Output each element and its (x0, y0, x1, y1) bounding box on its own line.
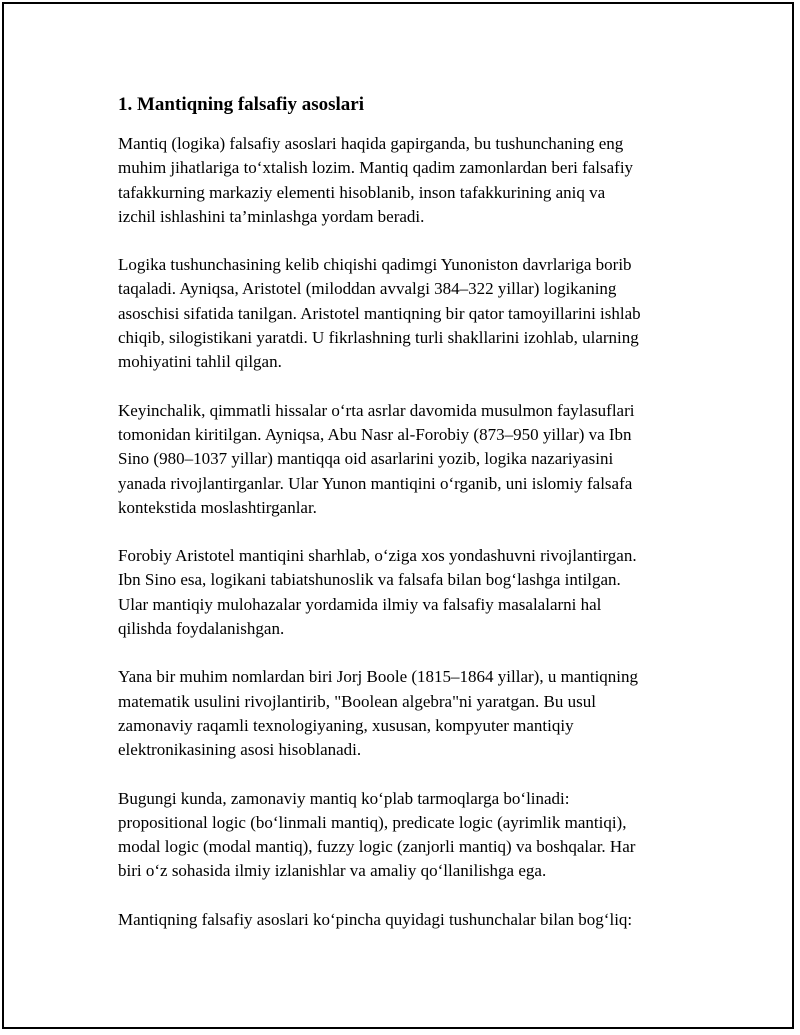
text-line: modal logic (modal mantiq), fuzzy logic (zanjorli mantiq) va boshqalar. Har (118, 837, 636, 857)
text-line: qilishda foydalanishgan. (118, 619, 285, 639)
document-body (118, 92, 718, 956)
paragraph (118, 544, 718, 641)
text-line: yanada rivojlantirganlar. Ular Yunon mantiqini o‘rganib, uni islomiy falsafa (118, 473, 633, 493)
text-line: Bugungi kunda, zamonaviy mantiq ko‘plab tarmoqlarga bo‘linadi: (118, 788, 570, 808)
text-line: Mantiqning falsafiy asoslari ko‘pincha quyidagi tushunchalar bilan bog‘liq: (118, 909, 633, 929)
text-line: taqaladi. Ayniqsa, Aristotel (miloddan avvalgi 384–322 yillar) logikaning (118, 279, 617, 299)
text-line: muhim jihatlariga to‘xtalish lozim. Mantiq qadim zamonlardan beri falsafiy (118, 158, 634, 178)
text-line: Yana bir muhim nomlardan biri Jorj Boole (1815–1864 yillar), u mantiqning (118, 667, 639, 687)
paragraph (118, 908, 718, 932)
text-line: matematik usulini rivojlantirib, "Boolean algebra"ni yaratgan. Bu usul (118, 691, 596, 711)
text-line: Ular mantiqiy mulohazalar yordamida ilmiy va falsafiy masalalarni hal (118, 594, 602, 614)
text-line: Mantiq (logika) falsafiy asoslari haqida gapirganda, bu tushunchaning eng (118, 134, 624, 153)
text-line: Ibn Sino esa, logikani tabiatshunoslik va falsafa bilan bog‘lashga intilgan. (118, 570, 621, 590)
text-line: izchil ishlashini ta’minlashga yordam beradi. (118, 206, 425, 226)
text-line: Sino (980–1037 yillar) mantiqqa oid asarlarini yozib, logika nazariyasini (118, 449, 614, 469)
paragraph (118, 253, 718, 374)
text-line: propositional logic (bo‘linmali mantiq), predicate logic (ayrimlik mantiqi), (118, 812, 627, 832)
text-line: chiqib, silogistikani yaratdi. U fikrlashning turli shakllarini izohlab, ularning (118, 328, 639, 348)
section-heading: 1. Mantiqning falsafiy asoslari (118, 94, 364, 115)
paragraph (118, 665, 718, 762)
text-line: Keyinchalik, qimmatli hissalar o‘rta asrlar davomida musulmon faylasuflari (118, 400, 635, 420)
text-line: tafakkurning markaziy elementi hisoblanib, inson tafakkurining aniq va (118, 182, 606, 202)
text-line: zamonaviy raqamli texnologiyaning, xususan, kompyuter mantiqiy (118, 715, 574, 735)
text-line: kontekstida moslashtirganlar. (118, 497, 317, 517)
paragraph (118, 399, 718, 520)
text-line: mohiyatini tahlil qilgan. (118, 352, 282, 372)
text-line: biri o‘z sohasida ilmiy izlanishlar va amaliy qo‘llanilishga ega. (118, 861, 547, 881)
text-line: tomonidan kiritilgan. Ayniqsa, Abu Nasr al-Forobiy (873–950 yillar) va Ibn (118, 424, 632, 444)
text-line: elektronikasining asosi hisoblanadi. (118, 740, 362, 760)
text-line: asoschisi sifatida tanilgan. Aristotel mantiqning bir qator tamoyillarini ishlab (118, 303, 641, 323)
paragraph (118, 132, 718, 229)
paragraph (118, 787, 718, 884)
text-line: Logika tushunchasining kelib chiqishi qadimgi Yunoniston davrlariga borib (118, 255, 632, 275)
text-line: Forobiy Aristotel mantiqini sharhlab, o‘ziga xos yondashuvni rivojlantirgan. (118, 546, 637, 566)
